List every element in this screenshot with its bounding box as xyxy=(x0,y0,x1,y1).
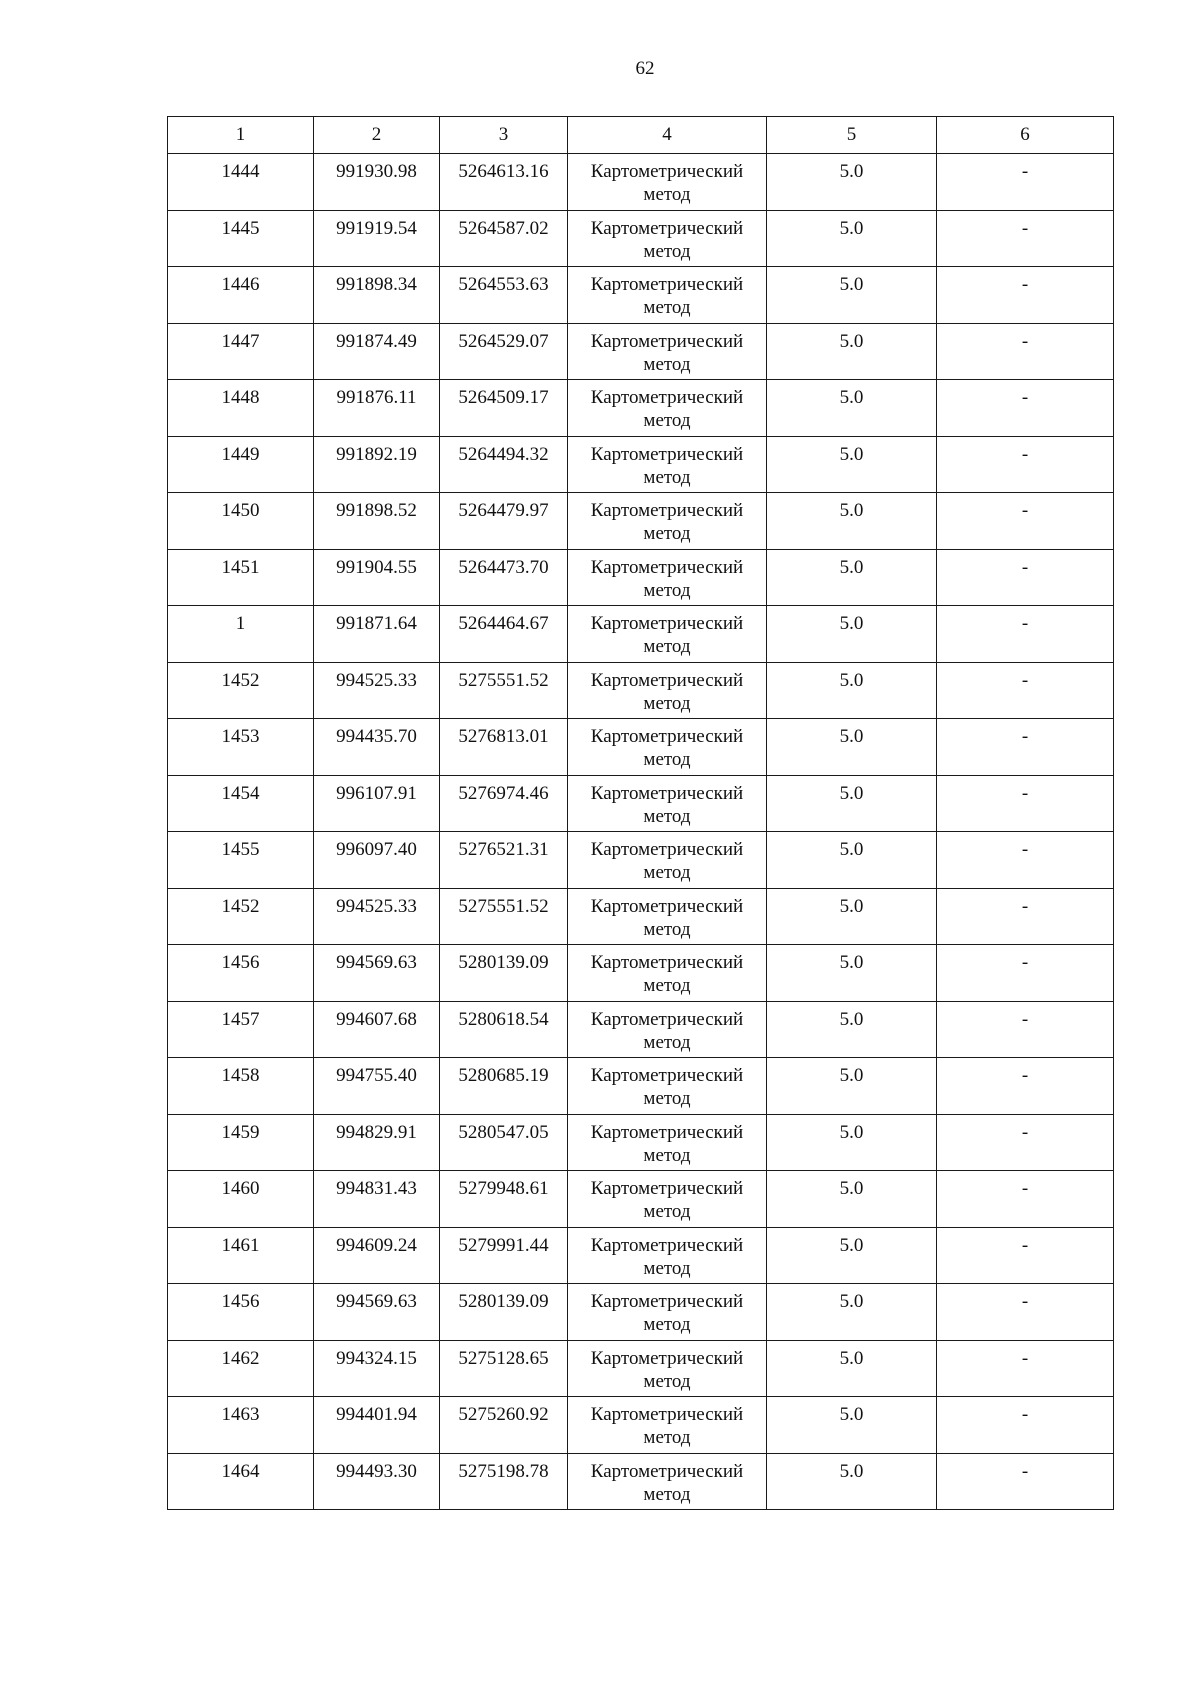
method-cell xyxy=(568,154,767,211)
method-text-line-2: метод xyxy=(643,410,691,431)
table-row xyxy=(168,662,1114,719)
point-number-cell: 1451 xyxy=(168,549,314,606)
note-cell: - xyxy=(937,154,1114,211)
point-number-cell: 1463 xyxy=(168,1397,314,1454)
note-cell: - xyxy=(937,323,1114,380)
accuracy-cell: 5.0 xyxy=(767,606,937,663)
accuracy-cell: 5.0 xyxy=(767,436,937,493)
method-text-line-1: Картометрический xyxy=(590,952,744,973)
note-cell: - xyxy=(937,775,1114,832)
accuracy-cell: 5.0 xyxy=(767,1227,937,1284)
y-coordinate-cell: 5264473.70 xyxy=(440,549,568,606)
y-coordinate-cell: 5280685.19 xyxy=(440,1058,568,1115)
y-coordinate-cell: 5264553.63 xyxy=(440,267,568,324)
accuracy-cell: 5.0 xyxy=(767,1284,937,1341)
note-cell: - xyxy=(937,1058,1114,1115)
accuracy-cell: 5.0 xyxy=(767,1453,937,1510)
note-cell: - xyxy=(937,549,1114,606)
y-coordinate-cell: 5264613.16 xyxy=(440,154,568,211)
column-header-1: 1 xyxy=(168,117,314,154)
x-coordinate-cell: 994324.15 xyxy=(314,1340,440,1397)
method-text-line-2: метод xyxy=(643,240,691,262)
note-cell: - xyxy=(937,888,1114,945)
x-coordinate-cell: 994609.24 xyxy=(314,1227,440,1284)
page-number: 62 xyxy=(635,58,655,79)
point-number-cell: 1454 xyxy=(168,775,314,832)
method-text-line-2: метод xyxy=(643,975,691,996)
method-cell xyxy=(568,1058,767,1115)
method-cell xyxy=(568,606,767,663)
y-coordinate-cell: 5275551.52 xyxy=(440,662,568,719)
x-coordinate-cell: 996107.91 xyxy=(314,775,440,832)
y-coordinate-cell: 5275198.78 xyxy=(440,1453,568,1510)
table-row xyxy=(168,436,1114,493)
note-cell: - xyxy=(937,1284,1114,1341)
y-coordinate-cell: 5264509.17 xyxy=(440,380,568,437)
method-text-line-2: метод xyxy=(643,1031,691,1053)
accuracy-cell: 5.0 xyxy=(767,154,937,211)
method-text-line-1: Картометрический xyxy=(590,500,744,521)
y-coordinate-cell: 5280618.54 xyxy=(440,1001,568,1058)
table-row xyxy=(168,549,1114,606)
y-coordinate-cell: 5279991.44 xyxy=(440,1227,568,1284)
table-row xyxy=(168,719,1114,776)
x-coordinate-cell: 994569.63 xyxy=(314,945,440,1002)
method-cell xyxy=(568,549,767,606)
y-coordinate-cell: 5275260.92 xyxy=(440,1397,568,1454)
method-text-line-1: Картометрический xyxy=(590,217,744,239)
point-number-cell: 1455 xyxy=(168,832,314,889)
method-text-line-2: метод xyxy=(643,918,691,940)
accuracy-cell: 5.0 xyxy=(767,662,937,719)
x-coordinate-cell: 994525.33 xyxy=(314,888,440,945)
point-number-cell: 1456 xyxy=(168,1284,314,1341)
method-text-line-2: метод xyxy=(643,1144,691,1166)
method-text-line-1: Картометрический xyxy=(590,1291,744,1312)
method-text-line-1: Картометрический xyxy=(590,1178,744,1199)
x-coordinate-cell: 994831.43 xyxy=(314,1171,440,1228)
method-text-line-1: Картометрический xyxy=(590,1121,744,1143)
method-text-line-2: метод xyxy=(643,636,691,657)
method-text-line-2: метод xyxy=(643,1257,691,1279)
method-text-line-1: Картометрический xyxy=(590,1008,744,1030)
column-header-2: 2 xyxy=(314,117,440,154)
point-number-cell: 1456 xyxy=(168,945,314,1002)
point-number-cell: 1448 xyxy=(168,380,314,437)
method-text-line-1: Картометрический xyxy=(590,782,744,804)
y-coordinate-cell: 5264494.32 xyxy=(440,436,568,493)
method-cell xyxy=(568,1171,767,1228)
method-text-line-1: Картометрический xyxy=(590,669,744,691)
column-header-5: 5 xyxy=(767,117,937,154)
method-cell xyxy=(568,945,767,1002)
method-cell xyxy=(568,1227,767,1284)
y-coordinate-cell: 5276813.01 xyxy=(440,719,568,776)
method-cell xyxy=(568,210,767,267)
accuracy-cell: 5.0 xyxy=(767,719,937,776)
method-text-line-1: Картометрический xyxy=(590,895,744,917)
note-cell: - xyxy=(937,1453,1114,1510)
method-text-line-1: Картометрический xyxy=(590,1404,744,1425)
point-number-cell: 1458 xyxy=(168,1058,314,1115)
table-header xyxy=(168,117,1114,154)
point-number-cell: 1452 xyxy=(168,662,314,719)
method-text-line-2: метод xyxy=(643,1427,691,1448)
accuracy-cell: 5.0 xyxy=(767,493,937,550)
table-row xyxy=(168,380,1114,437)
point-number-cell: 1460 xyxy=(168,1171,314,1228)
accuracy-cell: 5.0 xyxy=(767,1058,937,1115)
method-text-line-1: Картометрический xyxy=(590,1347,744,1369)
x-coordinate-cell: 991898.34 xyxy=(314,267,440,324)
method-cell xyxy=(568,1397,767,1454)
method-text-line-2: метод xyxy=(643,1201,691,1222)
point-number-cell: 1447 xyxy=(168,323,314,380)
note-cell: - xyxy=(937,210,1114,267)
method-cell xyxy=(568,1001,767,1058)
x-coordinate-cell: 994401.94 xyxy=(314,1397,440,1454)
note-cell: - xyxy=(937,1001,1114,1058)
table-row xyxy=(168,606,1114,663)
y-coordinate-cell: 5264479.97 xyxy=(440,493,568,550)
method-text-line-1: Картометрический xyxy=(590,274,744,295)
x-coordinate-cell: 996097.40 xyxy=(314,832,440,889)
table-row xyxy=(168,832,1114,889)
method-text-line-1: Картометрический xyxy=(590,387,744,408)
method-text-line-1: Картометрический xyxy=(590,1065,744,1086)
accuracy-cell: 5.0 xyxy=(767,1340,937,1397)
x-coordinate-cell: 991904.55 xyxy=(314,549,440,606)
table-row xyxy=(168,1058,1114,1115)
note-cell: - xyxy=(937,436,1114,493)
accuracy-cell: 5.0 xyxy=(767,323,937,380)
point-number-cell: 1449 xyxy=(168,436,314,493)
table-row xyxy=(168,945,1114,1002)
y-coordinate-cell: 5275128.65 xyxy=(440,1340,568,1397)
method-cell xyxy=(568,267,767,324)
accuracy-cell: 5.0 xyxy=(767,1001,937,1058)
column-header-3: 3 xyxy=(440,117,568,154)
table-row xyxy=(168,154,1114,211)
method-cell xyxy=(568,1453,767,1510)
point-number-cell: 1459 xyxy=(168,1114,314,1171)
note-cell: - xyxy=(937,1397,1114,1454)
table-row xyxy=(168,1001,1114,1058)
method-text-line-1: Картометрический xyxy=(590,161,744,182)
x-coordinate-cell: 991874.49 xyxy=(314,323,440,380)
accuracy-cell: 5.0 xyxy=(767,945,937,1002)
point-number-cell: 1444 xyxy=(168,154,314,211)
y-coordinate-cell: 5264529.07 xyxy=(440,323,568,380)
note-cell: - xyxy=(937,493,1114,550)
method-cell xyxy=(568,1114,767,1171)
note-cell: - xyxy=(937,1171,1114,1228)
x-coordinate-cell: 994493.30 xyxy=(314,1453,440,1510)
point-number-cell: 1446 xyxy=(168,267,314,324)
method-text-line-2: метод xyxy=(643,862,691,883)
note-cell: - xyxy=(937,662,1114,719)
table-row xyxy=(168,888,1114,945)
method-text-line-1: Картометрический xyxy=(590,443,744,465)
method-text-line-2: метод xyxy=(643,523,691,544)
accuracy-cell: 5.0 xyxy=(767,380,937,437)
method-cell xyxy=(568,380,767,437)
method-text-line-2: метод xyxy=(643,1370,691,1392)
method-cell xyxy=(568,1284,767,1341)
table-row xyxy=(168,267,1114,324)
table-row xyxy=(168,1114,1114,1171)
accuracy-cell: 5.0 xyxy=(767,832,937,889)
x-coordinate-cell: 991876.11 xyxy=(314,380,440,437)
accuracy-cell: 5.0 xyxy=(767,888,937,945)
table-row xyxy=(168,323,1114,380)
method-text-line-1: Картометрический xyxy=(590,556,744,578)
method-text-line-1: Картометрический xyxy=(590,839,744,860)
note-cell: - xyxy=(937,945,1114,1002)
note-cell: - xyxy=(937,1340,1114,1397)
x-coordinate-cell: 991871.64 xyxy=(314,606,440,663)
point-number-cell: 1453 xyxy=(168,719,314,776)
x-coordinate-cell: 994435.70 xyxy=(314,719,440,776)
y-coordinate-cell: 5275551.52 xyxy=(440,888,568,945)
x-coordinate-cell: 991892.19 xyxy=(314,436,440,493)
x-coordinate-cell: 991898.52 xyxy=(314,493,440,550)
x-coordinate-cell: 994755.40 xyxy=(314,1058,440,1115)
method-text-line-2: метод xyxy=(643,805,691,827)
accuracy-cell: 5.0 xyxy=(767,775,937,832)
note-cell: - xyxy=(937,1114,1114,1171)
note-cell: - xyxy=(937,267,1114,324)
x-coordinate-cell: 994569.63 xyxy=(314,1284,440,1341)
method-cell xyxy=(568,1340,767,1397)
note-cell: - xyxy=(937,606,1114,663)
y-coordinate-cell: 5280547.05 xyxy=(440,1114,568,1171)
y-coordinate-cell: 5264464.67 xyxy=(440,606,568,663)
accuracy-cell: 5.0 xyxy=(767,1397,937,1454)
y-coordinate-cell: 5276521.31 xyxy=(440,832,568,889)
method-cell xyxy=(568,832,767,889)
note-cell: - xyxy=(937,719,1114,776)
method-text-line-2: метод xyxy=(643,466,691,488)
point-number-cell: 1462 xyxy=(168,1340,314,1397)
y-coordinate-cell: 5279948.61 xyxy=(440,1171,568,1228)
note-cell: - xyxy=(937,832,1114,889)
method-text-line-1: Картометрический xyxy=(590,330,744,352)
point-number-cell: 1464 xyxy=(168,1453,314,1510)
table-body xyxy=(168,154,1114,1510)
note-cell: - xyxy=(937,380,1114,437)
method-text-line-1: Картометрический xyxy=(590,1460,744,1482)
point-number-cell: 1461 xyxy=(168,1227,314,1284)
accuracy-cell: 5.0 xyxy=(767,1171,937,1228)
coordinates-table xyxy=(167,116,1114,1510)
table-row xyxy=(168,210,1114,267)
y-coordinate-cell: 5276974.46 xyxy=(440,775,568,832)
column-header-4: 4 xyxy=(568,117,767,154)
table-row xyxy=(168,1171,1114,1228)
method-text-line-2: метод xyxy=(643,184,691,205)
method-text-line-2: метод xyxy=(643,353,691,375)
method-text-line-1: Картометрический xyxy=(590,726,744,747)
x-coordinate-cell: 991919.54 xyxy=(314,210,440,267)
header-row xyxy=(168,117,1114,154)
table-row xyxy=(168,1397,1114,1454)
method-text-line-2: метод xyxy=(643,692,691,714)
table-row xyxy=(168,1340,1114,1397)
method-cell xyxy=(568,662,767,719)
method-text-line-1: Картометрический xyxy=(590,613,744,634)
table-row xyxy=(168,1227,1114,1284)
method-text-line-1: Картометрический xyxy=(590,1234,744,1256)
table-row xyxy=(168,775,1114,832)
table-row xyxy=(168,1453,1114,1510)
method-text-line-2: метод xyxy=(643,1314,691,1335)
table-row xyxy=(168,493,1114,550)
point-number-cell: 1450 xyxy=(168,493,314,550)
point-number-cell: 1445 xyxy=(168,210,314,267)
accuracy-cell: 5.0 xyxy=(767,210,937,267)
method-text-line-2: метод xyxy=(643,1483,691,1505)
method-cell xyxy=(568,493,767,550)
point-number-cell: 1452 xyxy=(168,888,314,945)
x-coordinate-cell: 994525.33 xyxy=(314,662,440,719)
x-coordinate-cell: 994829.91 xyxy=(314,1114,440,1171)
x-coordinate-cell: 991930.98 xyxy=(314,154,440,211)
accuracy-cell: 5.0 xyxy=(767,1114,937,1171)
point-number-cell: 1 xyxy=(168,606,314,663)
method-text-line-2: метод xyxy=(643,579,691,601)
accuracy-cell: 5.0 xyxy=(767,549,937,606)
method-cell xyxy=(568,323,767,380)
method-text-line-2: метод xyxy=(643,749,691,770)
method-text-line-2: метод xyxy=(643,1088,691,1109)
y-coordinate-cell: 5264587.02 xyxy=(440,210,568,267)
y-coordinate-cell: 5280139.09 xyxy=(440,945,568,1002)
note-cell: - xyxy=(937,1227,1114,1284)
method-cell xyxy=(568,436,767,493)
accuracy-cell: 5.0 xyxy=(767,267,937,324)
method-cell xyxy=(568,888,767,945)
method-text-line-2: метод xyxy=(643,297,691,318)
method-cell xyxy=(568,775,767,832)
x-coordinate-cell: 994607.68 xyxy=(314,1001,440,1058)
y-coordinate-cell: 5280139.09 xyxy=(440,1284,568,1341)
table-row xyxy=(168,1284,1114,1341)
method-cell xyxy=(568,719,767,776)
point-number-cell: 1457 xyxy=(168,1001,314,1058)
column-header-6: 6 xyxy=(937,117,1114,154)
